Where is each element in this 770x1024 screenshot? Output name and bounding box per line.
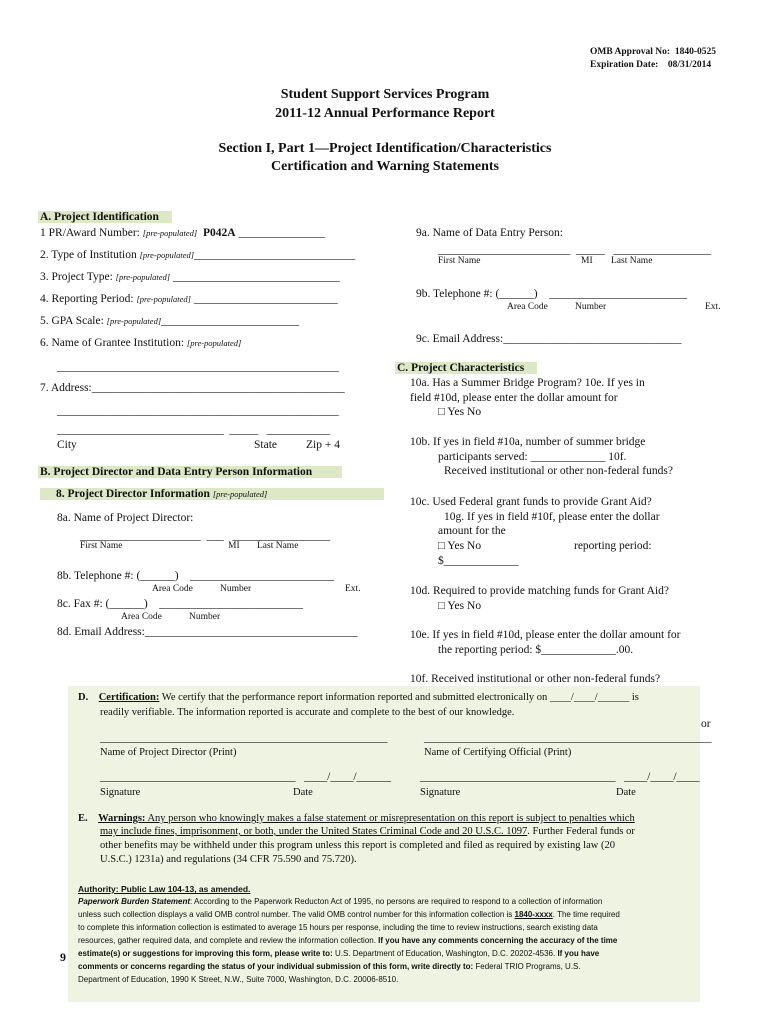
field-4-reporting-period[interactable]: 4. Reporting Period: [pre-populated] _________________________ — [40, 293, 338, 305]
field-10e: 10e. If yes in field #10d, please enter the dollar amount for — [410, 629, 681, 641]
field-10c-line2: 10g. If yes in field #10f, please enter the dollar — [444, 511, 660, 523]
burden-line-5: estimate(s) or suggestions for improving this form, please write to: U.S. Department of Education, Washington, D.C. 20202-4536. If you have — [78, 949, 600, 958]
overflow-fragment: or — [701, 718, 711, 730]
director-date-label: Date — [293, 787, 313, 798]
data-entry-last-name-label: Last Name — [611, 256, 653, 266]
field-10c-amount[interactable]: $_____________ — [438, 555, 519, 567]
director-print-line[interactable]: __________________________________________________ — [100, 732, 388, 744]
field-8c-fax[interactable]: 8c. Fax #: (______) _________________________ — [57, 598, 303, 610]
city-label: City — [57, 439, 77, 451]
field-10a-line2: field #10d, please enter the dollar amount for — [410, 392, 618, 404]
section-d-certification: D. Certification: We certify that the performance report information reported and submitted electronically on ____/____/______ is — [78, 692, 639, 703]
field-10b-line3: Received institutional or other non-federal funds? — [444, 465, 673, 477]
checkbox-icon[interactable]: □ — [438, 406, 445, 418]
data-entry-mi-label: MI — [581, 256, 593, 266]
fax-area-code-label: Area Code — [121, 612, 162, 622]
field-10b-line2[interactable]: participants served: _____________ 10f. — [438, 451, 627, 463]
field-10e-amount[interactable]: the reporting period: $_____________.00. — [438, 644, 634, 656]
grantee-institution-line[interactable]: _________________________________________________ — [57, 361, 339, 373]
official-print-line[interactable]: __________________________________________________ — [424, 732, 712, 744]
checkbox-icon[interactable]: □ — [438, 540, 445, 552]
field-5-gpa-scale[interactable]: 5. GPA Scale: [pre-populated]________________________ — [40, 315, 300, 327]
field-6-grantee-institution[interactable]: 6. Name of Grantee Institution: [pre-populated] — [40, 337, 242, 349]
field-10c: 10c. Used Federal grant funds to provide Grant Aid? — [410, 496, 652, 508]
field-8d-email[interactable]: 8d. Email Address:_____________________________________ — [57, 626, 358, 638]
field-3-project-type[interactable]: 3. Project Type: [pre-populated] _____________________________ — [40, 271, 340, 283]
data-entry-ext-label: Ext. — [705, 302, 721, 312]
checkbox-icon[interactable]: □ — [438, 600, 445, 612]
director-name-line[interactable]: _____________________ ___ _________________ — [80, 530, 331, 542]
data-entry-name-line[interactable]: _______________________ _____ _________________ — [438, 244, 712, 256]
field-8b-telephone[interactable]: 8b. Telephone #: (______) _________________________ — [57, 570, 334, 582]
official-print-label: Name of Certifying Official (Print) — [424, 747, 572, 758]
report-title: 2011-12 Annual Performance Report — [275, 106, 495, 121]
director-signature-line[interactable]: __________________________________ ____/____/______ — [100, 771, 392, 783]
official-signature-line[interactable]: __________________________________ ____/____/____ — [420, 771, 700, 783]
field-9a-data-entry-name: 9a. Name of Data Entry Person: — [416, 227, 563, 239]
field-9b-telephone[interactable]: 9b. Telephone #: (______) ________________________ — [416, 288, 688, 300]
authority-heading: Authority: Public Law 104-13, as amended. — [78, 884, 251, 894]
field-8a-director-name: 8a. Name of Project Director: — [57, 512, 194, 524]
fax-number-label: Number — [189, 612, 221, 622]
official-signature-label: Signature — [420, 787, 461, 798]
first-name-label: First Name — [80, 541, 123, 551]
data-entry-number-label: Number — [575, 302, 607, 312]
burden-line-7: Department of Education, 1990 K Street, N.W., Suite 7000, Washington, D.C. 20006-8510. — [78, 975, 399, 984]
director-signature-label: Signature — [100, 787, 141, 798]
address-line-3[interactable]: _____________________________ _____ ___________ — [57, 424, 331, 436]
field-10a: 10a. Has a Summer Bridge Program? 10e. If yes in — [410, 377, 645, 389]
field-10c-yes-no[interactable]: □ Yes No — [438, 540, 482, 552]
address-line-2[interactable]: _________________________________________________ — [57, 405, 339, 417]
director-print-label: Name of Project Director (Print) — [100, 747, 237, 758]
field-10c-reporting-period: reporting period: — [574, 540, 652, 552]
page-title: Student Support Services Program — [280, 87, 490, 102]
area-code-label: Area Code — [152, 584, 193, 594]
burden-line-2: unless such collection displays a valid OMB control number. The valid OMB control number for this information collection is 1840-xxxx. The time required — [78, 910, 620, 919]
burden-line-1: Paperwork Burden Statement: According to the Paperwork Reducton Act of 1995, no persons are required to respond to a collection of information — [78, 897, 603, 906]
field-9c-email[interactable]: 9c. Email Address:_______________________________ — [416, 333, 682, 345]
warnings-text-4: U.S.C.) 1231a) and regulations (34 CFR 75.590 and 75.720). — [100, 854, 357, 865]
certification-text: readily verifiable. The information reported is accurate and complete to the best of our knowledge. — [100, 707, 515, 718]
field-2-type-of-institution[interactable]: 2. Type of Institution [pre-populated]____________________________ — [40, 249, 356, 261]
section-b-heading: B. Project Director and Data Entry Person Information — [38, 466, 342, 478]
burden-line-3: to complete this information collection is estimated to average 15 hours per response, including the time to review instructions, search existing data — [78, 923, 598, 932]
field-10c-line3: amount for the — [438, 525, 506, 537]
field-1-award-number[interactable]: 1 PR/Award Number: [pre-populated] P042A _______________ — [40, 227, 325, 239]
section-e-warnings: E. Warnings: Any person who knowingly makes a false statement or misrepresentation on this report is subject to penalties which — [78, 813, 635, 824]
section-c-heading: C. Project Characteristics — [395, 362, 537, 374]
page-number: 9 — [60, 950, 66, 964]
field-10f: 10f. Received institutional or other non-federal funds? — [410, 673, 661, 685]
omb-expiration: Expiration Date: 08/31/2014 — [590, 60, 712, 70]
warnings-text-3: other benefits may be withheld under this program unless this report is completed and filed as required by existing law (20 — [100, 840, 615, 851]
section-title: Section I, Part 1—Project Identification/Characteristics — [218, 141, 552, 156]
field-7-address[interactable]: 7. Address:____________________________________________ — [40, 382, 345, 394]
ext-label: Ext. — [345, 584, 361, 594]
burden-line-6: comments or concerns regarding the status of your individual submission of this form, write directly to: Federal TRIO Programs, U.S. — [78, 962, 581, 971]
warnings-text-2: may include fines, imprisonment, or both, under the United States Criminal Code and 20 U.S.C. 1097. Further Federal funds or — [100, 826, 635, 837]
project-director-info-heading: 8. Project Director Information [pre-populated] — [40, 488, 384, 500]
data-entry-first-name-label: First Name — [438, 256, 481, 266]
section-a-heading: A. Project Identification — [38, 211, 172, 223]
data-entry-area-code-label: Area Code — [507, 302, 548, 312]
field-10a-yes-no[interactable]: □ Yes No — [438, 406, 482, 418]
field-10b: 10b. If yes in field #10a, number of summer bridge — [410, 436, 646, 448]
number-label: Number — [220, 584, 252, 594]
mi-label: MI — [228, 541, 240, 551]
state-label: State — [254, 439, 277, 451]
zip-label: Zip + 4 — [306, 439, 340, 451]
burden-line-4: resources, gather required data, and complete and review the information collection. If you have any comments concerning the accuracy of the time — [78, 936, 618, 945]
last-name-label: Last Name — [257, 541, 299, 551]
field-10d: 10d. Required to provide matching funds for Grant Aid? — [410, 585, 670, 597]
field-10d-yes-no[interactable]: □ Yes No — [438, 600, 482, 612]
official-date-label: Date — [616, 787, 636, 798]
section-subtitle: Certification and Warning Statements — [270, 159, 499, 174]
omb-approval: OMB Approval No: 1840-0525 — [590, 47, 716, 57]
